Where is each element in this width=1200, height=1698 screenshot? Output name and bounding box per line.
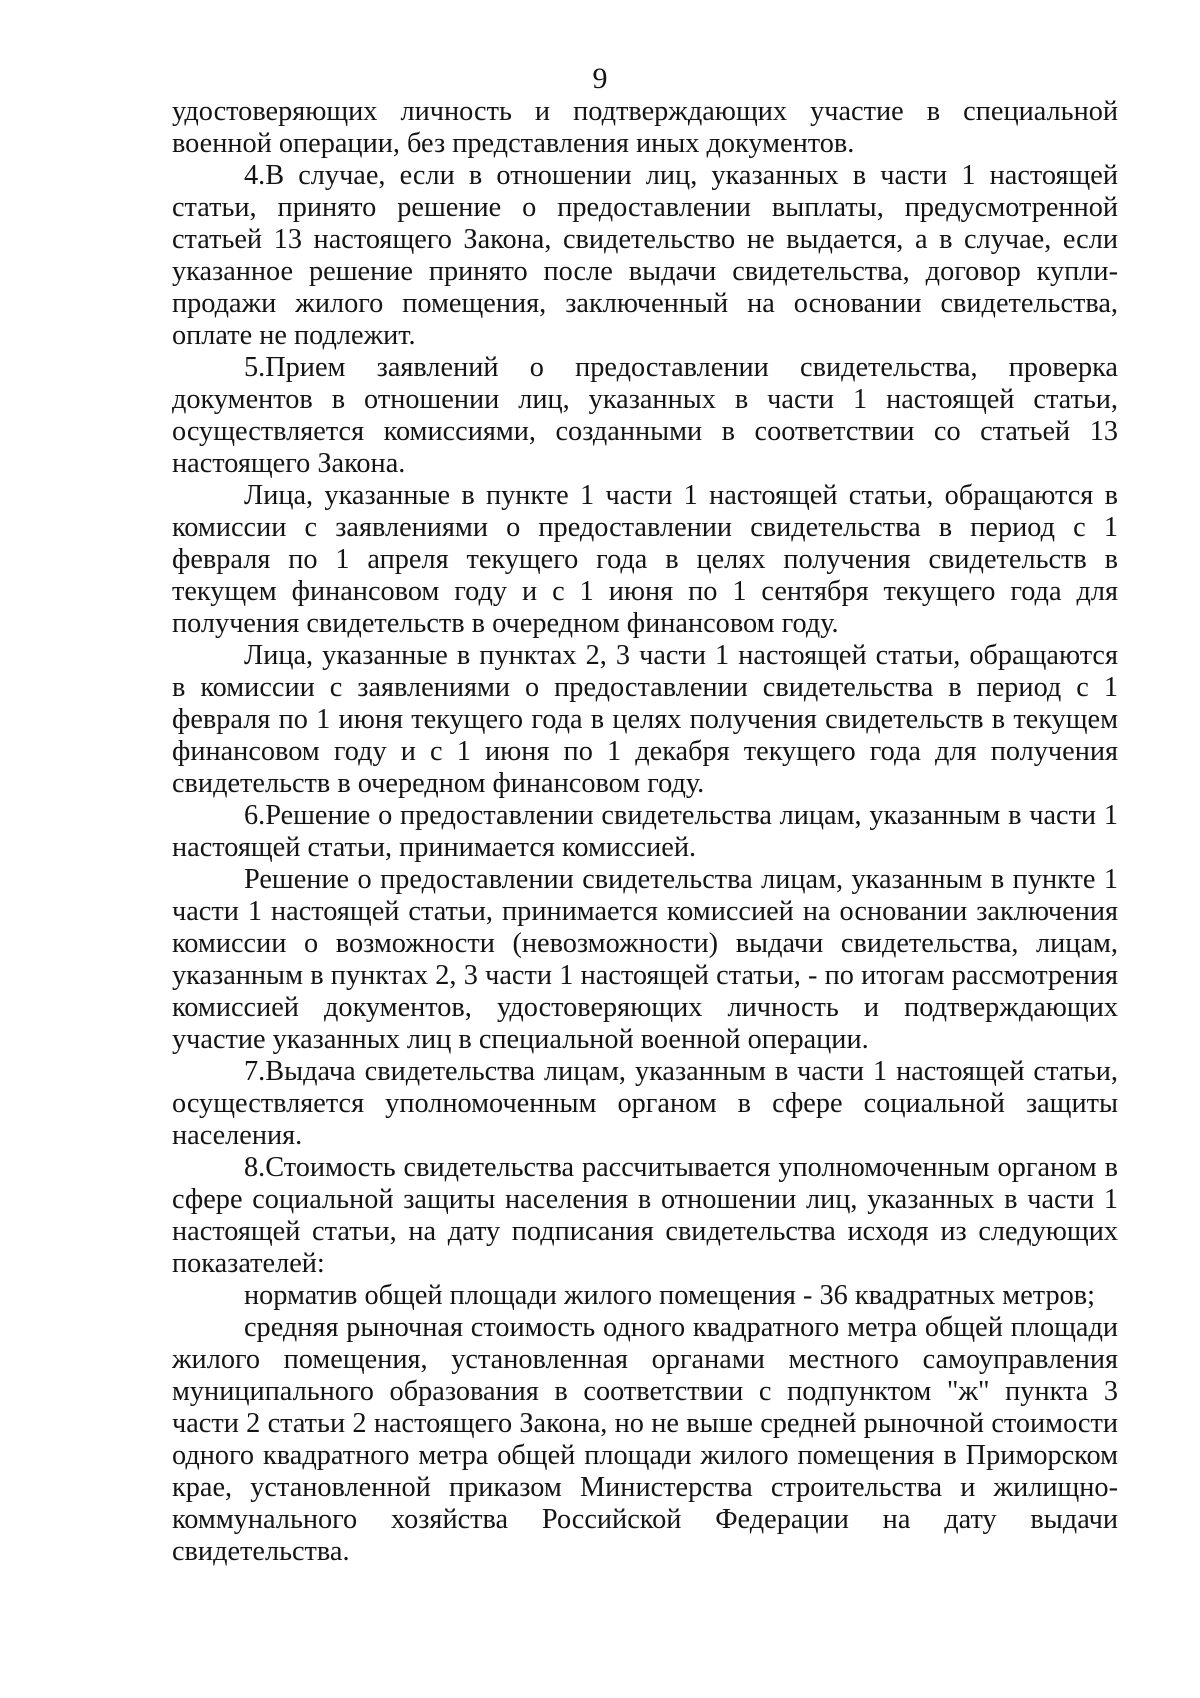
paragraph-item-5: 5.Прием заявлений о предоставлении свидетельства, проверка документов в отношении лиц, указанных в части 1 настоящей статьи, осуществляется комиссиями, созданными в соответствии со статьей 13 настоящего Закона. bbox=[172, 352, 1118, 479]
paragraph-item-5-clause-2: Лица, указанные в пунктах 2, 3 части 1 настоящей статьи, обращаются в комиссии с заявлениями о предоставлении свидетельства в период с 1 февраля по 1 июня текущего года в целях получения свидетельств в текущем финансовом году и с 1 июня по 1 декабря текущего года для получения свидетельств в очередном финансовом году. bbox=[172, 640, 1118, 799]
paragraph-item-5-clause-1: Лица, указанные в пункте 1 части 1 настоящей статьи, обращаются в комиссии с заявлениями о предоставлении свидетельства в период с 1 февраля по 1 апреля текущего года в целях получения свидетельств в текущем финансовом году и с 1 июня по 1 сентября текущего года для получения свидетельств в очередном финансовом году. bbox=[172, 480, 1118, 639]
paragraph-item-6: 6.Решение о предоставлении свидетельства лицам, указанным в части 1 настоящей статьи, принимается комиссией. bbox=[172, 800, 1118, 863]
document-body bbox=[172, 96, 1118, 1568]
paragraph-item-8-indicator-1: норматив общей площади жилого помещения - 36 квадратных метров; bbox=[244, 1280, 1095, 1311]
paragraph-item-4: 4.В случае, если в отношении лиц, указанных в части 1 настоящей статьи, принято решение о предоставлении выплаты, предусмотренной статьей 13 настоящего Закона, свидетельство не выдается, а в случае, если указанное решение принято после выдачи свидетельства, договор купли-продажи жилого помещения, заключенный на основании свидетельства, оплате не подлежит. bbox=[172, 160, 1118, 351]
paragraph-item-6-clause: Решение о предоставлении свидетельства лицам, указанным в пункте 1 части 1 настоящей статьи, принимается комиссией на основании заключения комиссии о возможности (невозможности) выдачи свидетельства, лицам, указанным в пунктах 2, 3 части 1 настоящей статьи, - по итогам рассмотрения комиссией документов, удостоверяющих личность и подтверждающих участие указанных лиц в специальной военной операции. bbox=[172, 864, 1118, 1055]
page-number: 9 bbox=[592, 62, 608, 95]
paragraph-item-8-indicator-2: средняя рыночная стоимость одного квадратного метра общей площади жилого помещения, установленная органами местного самоуправления муниципального образования в соответствии с подпунктом "ж" пункта 3 части 2 статьи 2 настоящего Закона, но не выше средней рыночной стоимости одного квадратного метра общей площади жилого помещения в Приморском крае, установленной приказом Министерства строительства и жилищно-коммунального хозяйства Российской Федерации на дату выдачи свидетельства. bbox=[172, 1312, 1118, 1567]
paragraph-continuation: удостоверяющих личность и подтверждающих участие в специальной военной операции, без представления иных документов. bbox=[172, 96, 1118, 159]
paragraph-item-8: 8.Стоимость свидетельства рассчитывается уполномоченным органом в сфере социальной защиты населения в отношении лиц, указанных в части 1 настоящей статьи, на дату подписания свидетельства исходя из следующих показателей: bbox=[172, 1152, 1118, 1279]
paragraph-item-7: 7.Выдача свидетельства лицам, указанным в части 1 настоящей статьи, осуществляется уполномоченным органом в сфере социальной защиты населения. bbox=[172, 1056, 1118, 1151]
